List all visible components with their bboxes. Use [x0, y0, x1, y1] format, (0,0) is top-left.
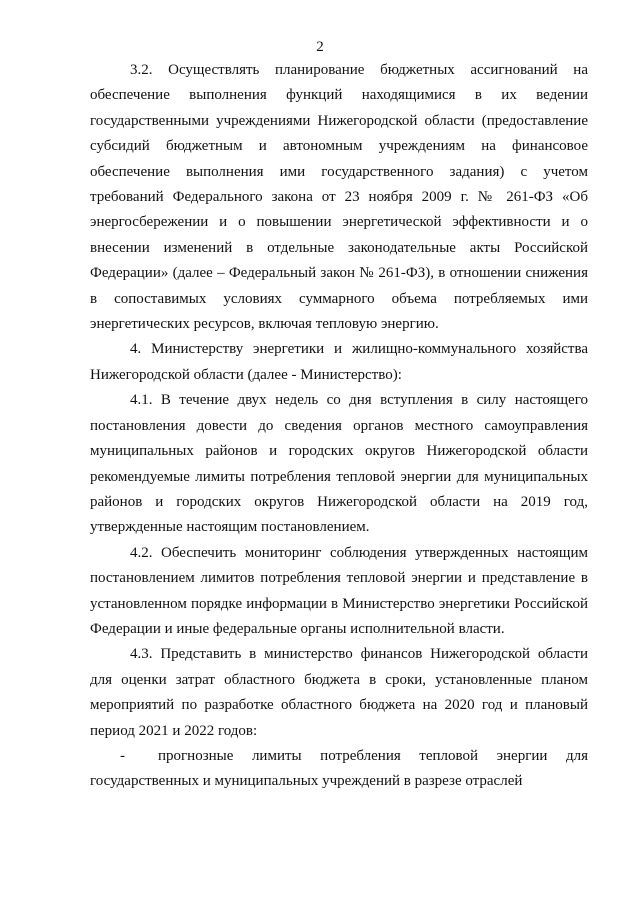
page-number: 2 — [316, 39, 324, 55]
list-item-marker: - — [120, 747, 125, 764]
paragraph-4-1: 4.1. В течение двух недель со дня вступления в силу настоящего постановления довести до сведения органов местного самоуправления муниципальных районов и городских округов Нижегородской области рекомендуемые лимиты потребления тепловой энергии для муниципальных районов и городских округов Нижегородской области на 2019 год, утвержденные настоящим постановлением. — [90, 392, 588, 536]
list-item — [90, 744, 588, 795]
document-body — [90, 58, 588, 795]
paragraph-4: 4. Министерству энергетики и жилищно-коммунального хозяйства Нижегородской области (далее - Министерство): — [90, 341, 588, 383]
paragraph-3-2: 3.2. Осуществлять планирование бюджетных ассигнований на обеспечение выполнения функций находящимися в их ведении государственными учреждениями Нижегородской области (предоставление субсидий бюджетным и автономным учреждениям на финансовое обеспечение выполнения ими государственного задания) с учетом требований Федерального закона от 23 ноября 2009 г. № 261-ФЗ «Об энергосбережении и о повышении энергетической эффективности и о внесении изменений в отдельные законодательные акты Российской Федерации» (далее – Федеральный закон № 261-ФЗ), в отношении снижения в сопоставимых условиях суммарного объема потребляемых ими энергетических ресурсов, включая тепловую энергию. — [90, 62, 588, 333]
paragraph-4-3: 4.3. Представить в министерство финансов Нижегородской области для оценки затрат областного бюджета в сроки, установленные планом мероприятий по разработке областного бюджета на 2020 год и плановый период 2021 и 2022 годов: — [90, 646, 588, 739]
paragraph-4-2: 4.2. Обеспечить мониторинг соблюдения утвержденных настоящим постановлением лимитов потребления тепловой энергии и представление в установленном порядке информации в Министерство энергетики Российской Федерации и иные федеральные органы исполнительной власти. — [90, 544, 588, 637]
list-item-text: прогнозные лимиты потребления тепловой энергии для государственных и муниципальных учреждений в разрезе отраслей — [90, 747, 588, 790]
